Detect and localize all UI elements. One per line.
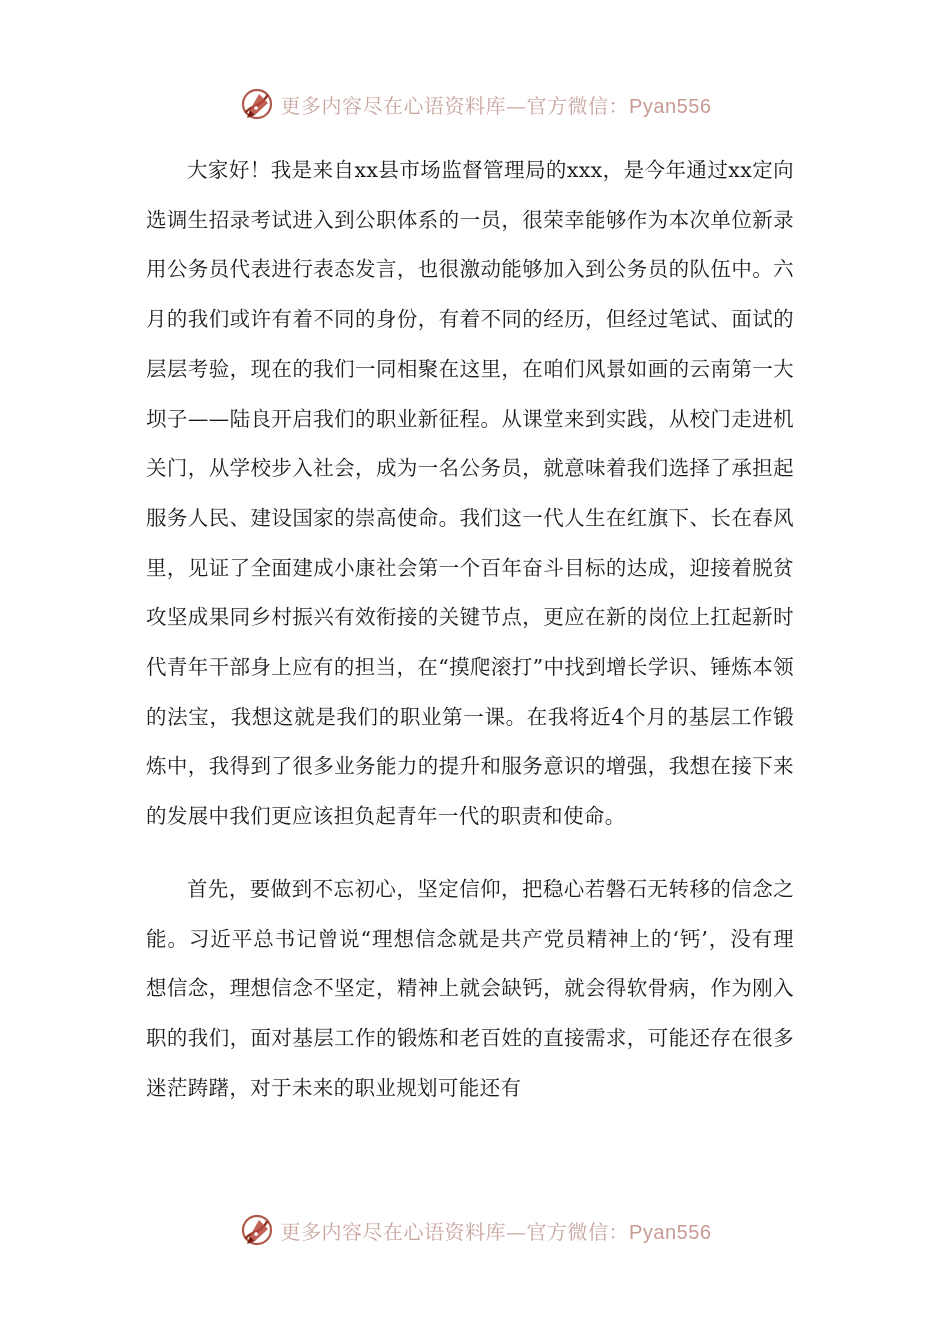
pen-nib-swirl-logo-icon bbox=[239, 1212, 275, 1248]
header-banner-brand: Pyan556 bbox=[629, 95, 712, 118]
footer-banner-brand: Pyan556 bbox=[629, 1221, 712, 1244]
pen-nib-swirl-logo-icon bbox=[239, 86, 275, 122]
header-banner-text: 更多内容尽在心语资料库—官方微信：Pyan556 bbox=[280, 93, 712, 118]
header-banner bbox=[0, 82, 950, 126]
document-body bbox=[146, 146, 794, 1113]
footer-banner bbox=[0, 1208, 950, 1252]
footer-banner-text: 更多内容尽在心语资料库—官方微信：Pyan556 bbox=[280, 1219, 712, 1244]
body-paragraph-1: 大家好！我是来自xx县市场监督管理局的xxx，是今年通过xx定向选调生招录考试进入到公职体系的一员，很荣幸能够作为本次单位新录用公务员代表进行表态发言，也很激动能够加入到公务员的队伍中。六月的我们或许有着不同的身份，有着不同的经历，但经过笔试、面试的层层考验，现在的我们一同相聚在这里，在咱们风景如画的云南第一大坝子——陆良开启我们的职业新征程。从课堂来到实践，从校门走进机关门，从学校步入社会，成为一名公务员，就意味着我们选择了承担起服务人民、建设国家的崇高使命。我们这一代人生在红旗下、长在春风里，见证了全面建成小康社会第一个百年奋斗目标的达成，迎接着脱贫攻坚成果同乡村振兴有效衔接的关键节点，更应在新的岗位上扛起新时代青年干部身上应有的担当，在“摸爬滚打”中找到增长学识、锤炼本领的法宝，我想这就是我们的职业第一课。在我将近4个月的基层工作锻炼中，我得到了很多业务能力的提升和服务意识的增强，我想在接下来的发展中我们更应该担负起青年一代的职责和使命。 bbox=[146, 158, 794, 829]
body-paragraph-2: 首先，要做到不忘初心，坚定信仰，把稳心若磐石无转移的信念之能。习近平总书记曾说“理想信念就是共产党员精神上的‘钙’，没有理想信念，理想信念不坚定，精神上就会缺钙，就会得软骨病，作为刚入职的我们，面对基层工作的锻炼和老百姓的直接需求，可能还存在很多迷茫踌躇，对于未来的职业规划可能还有 bbox=[146, 876, 794, 1100]
